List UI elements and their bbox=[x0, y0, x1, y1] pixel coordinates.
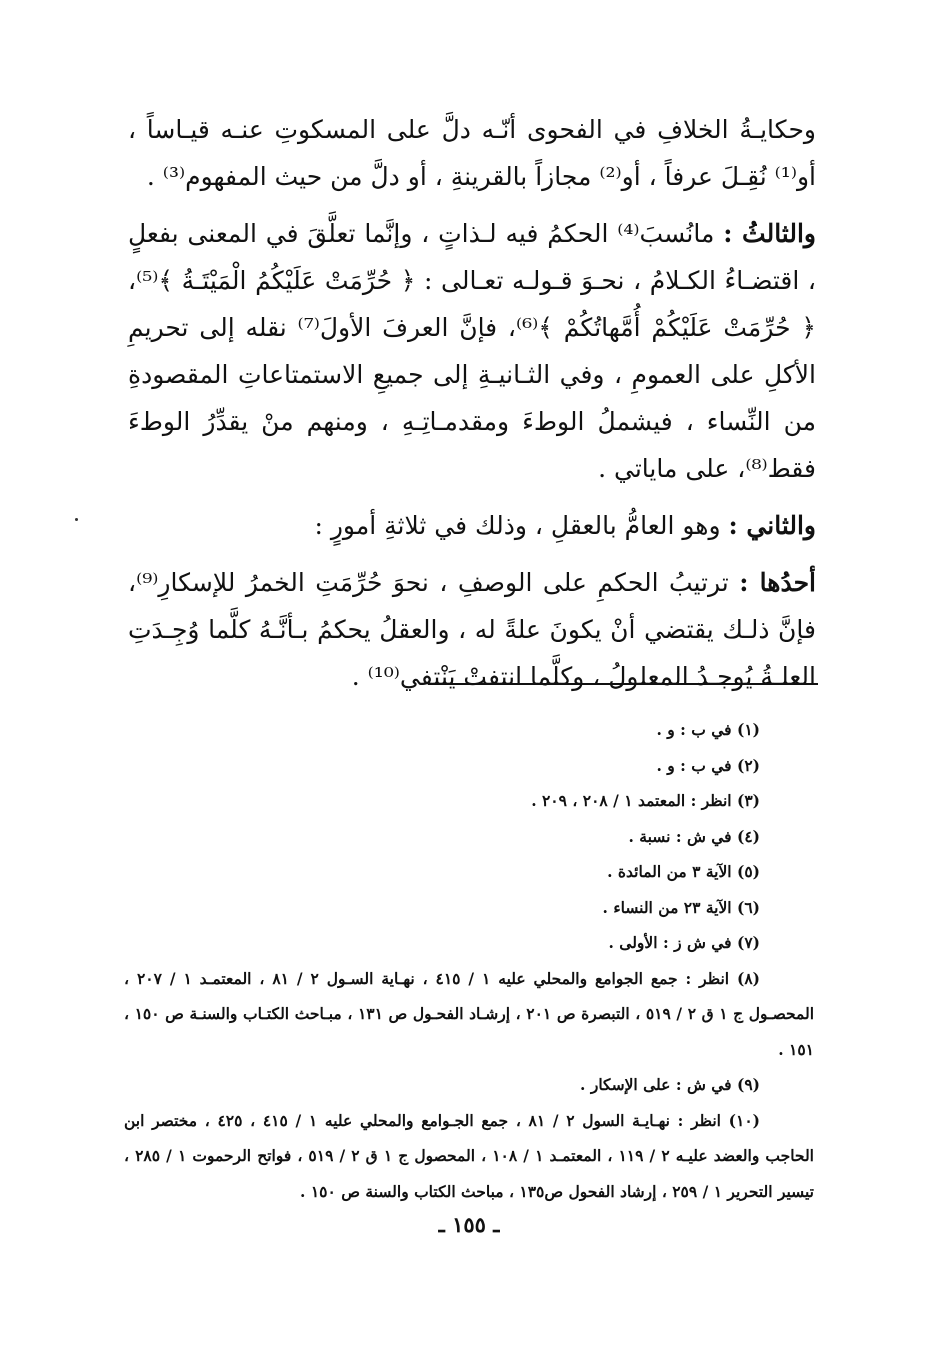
footnote-4: (٤) في ش : نسبة . bbox=[628, 826, 760, 846]
paragraph-2 bbox=[128, 210, 816, 492]
paragraph-text: ترتيبُ الحكمِ على الوصفِ ، نحوَ حُرِّمَتِ الخمرُ للإسكارِ⁽⁹⁾، فإنَّ ذلـك يقتضي أنْ يكونَ علةً له ، والعقلُ يحكمُ بـأنَّـهُ كلَّما وُجِـدَتِ العلـةُ يُوجـدُ المعلولُ ، وكلَّما انتفتْ يَنْتفي⁽¹⁰⁾ . bbox=[128, 568, 816, 691]
paragraph-text: وهو العامُّ بالعقلِ ، وذلك في ثلاثةِ أمورٍ : bbox=[314, 511, 729, 540]
footnote-3: (٣) انظر : المعتمد ١ / ٢٠٨ ، ٢٠٩ . bbox=[531, 791, 760, 810]
paragraph-1 bbox=[128, 106, 816, 200]
footnote-9: (٩) في ش : على الإسكار . bbox=[580, 1075, 760, 1094]
paragraph-text: وحكايـةُ الخلافِ في الفحوى أنّـه دلَّ على المسكوتِ عنـه قيـاساً ، أو⁽¹⁾ نُقِـلَ عرفاً ، أو⁽²⁾ مجازاً بالقرينةِ ، أو دلَّ من حيث المفهوم⁽³⁾ . bbox=[128, 115, 816, 191]
stray-mark bbox=[75, 518, 78, 521]
footnotes bbox=[124, 712, 814, 1209]
main-text bbox=[128, 106, 816, 700]
paragraph-lead: أحدُها : bbox=[739, 568, 816, 597]
paragraph-3 bbox=[128, 502, 816, 549]
paragraph-lead: والثالثُ : bbox=[723, 219, 816, 248]
footnote-6: (٦) الآية ٢٣ من النساء . bbox=[602, 897, 760, 917]
footnote-8: (٨) انظر : جمع الجوامع والمحلي عليه ١ / ٤١٥ ، نهـاية السـول ٢ / ٨١ ، المعتمـد ١ / ٢٠٧ ، المحصـول ج ١ ق ٢ / ٥١٩ ، التبصرة ص ٢٠١ ، إرشـاد الفحـول ص ١٣١ ، مبـاحث الكتـاب والسنـة ص ١٥٠ ، ١٥١ . bbox=[124, 968, 815, 1059]
footnote-7: (٧) في ش ز : الأولى . bbox=[608, 933, 760, 952]
footnote-separator bbox=[428, 683, 818, 685]
footnote-10: (١٠) انظر : نهـايـة السول ٢ / ٨١ ، جمع الجـوامع والمحلي عليه ١ / ٤١٥ ، ٤٢٥ ، مختصر ابن الحاجب والعضد عليـه ٢ / ١١٩ ، المعتمـد ١ / ١٠٨ ، المحصول ج ١ ق ٢ / ٥١٩ ، فواتح الرحموت ١ / ٢٨٥ ، تيسير التحرير ١ / ٢٥٩ ، إرشاد الفحول ص١٣٥ ، مباحث الكتاب والسنة ص ١٥٠ . bbox=[124, 1110, 814, 1201]
paragraph-text: مانُسبَ⁽⁴⁾ الحكمُ فيه لـذاتٍ ، وإنَّما تعلَّقَ في المعنى بفعلٍ ، اقتضـاءُ الكـلامُ ، نحـوَ قـولـه تعـالى : ﴿ حُرِّمَتْ عَلَيْكُمُ الْمَيْتَـةُ ﴾⁽⁵⁾، ﴿ حُرِّمَتْ عَلَيْكُمْ أُمَّهاتُكُمْ ﴾⁽⁶⁾، فإنَّ العرفَ الأولَ⁽⁷⁾ نقله إلى تحريمِ الأكلِ على العمومِ ، وفي الثـانيـةِ إلى جميعِ الاستمتاعاتِ المقصودةِ من النِّساء ، فيشملُ الوطءَ ومقدمـاتِـهِ ، ومنهم منْ يقدِّرُ الوطءَ فقط⁽⁸⁾، على ماياتي . bbox=[128, 219, 817, 483]
page-number: ـ ١٥٥ ـ bbox=[438, 1212, 500, 1237]
footnote-1: (١) في ب : و . bbox=[656, 720, 760, 739]
footnote-2: (٢) في ب : و . bbox=[656, 755, 760, 775]
paragraph-lead: والثاني : bbox=[728, 511, 816, 540]
paragraph-4 bbox=[128, 559, 816, 700]
footnote-5: (٥) الآية ٣ من المائدة . bbox=[607, 862, 760, 881]
